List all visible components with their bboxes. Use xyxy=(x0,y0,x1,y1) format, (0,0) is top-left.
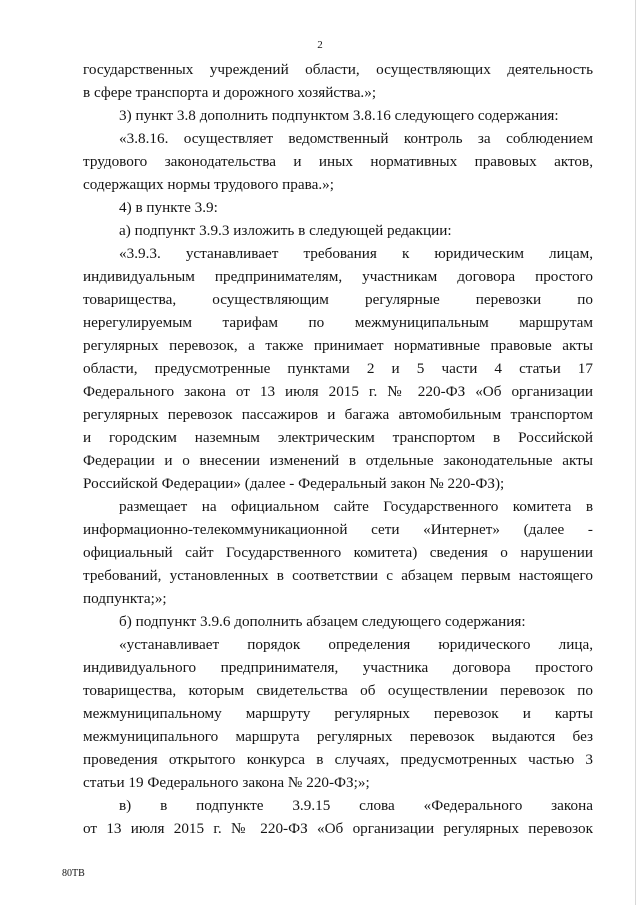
text-line: «устанавливает порядок определения юридического лица, xyxy=(119,636,593,653)
text-line: и городским наземным электрическим транспортом в Российской xyxy=(83,429,593,446)
text-line: информационно-телекоммуникационной сети «Интернет» (далее - xyxy=(83,521,593,538)
text-line: межмуниципального маршрута регулярных перевозок выдаются без xyxy=(83,728,593,745)
text-line: индивидуального предпринимателя, участника договора простого xyxy=(83,659,593,676)
text-line: б) подпункт 3.9.6 дополнить абзацем следующего содержания: xyxy=(119,613,526,630)
text-line: подпункта;»; xyxy=(83,590,167,607)
text-line: требований, установленных в соответствии с абзацем первым настоящего xyxy=(83,567,593,584)
scan-edge-divider xyxy=(635,0,636,905)
text-line: 3) пункт 3.8 дополнить подпунктом 3.8.16 следующего содержания: xyxy=(119,107,559,124)
text-line: межмуниципальному маршруту регулярных перевозок и карты xyxy=(83,705,593,722)
text-line: государственных учреждений области, осуществляющих деятельность xyxy=(83,61,593,78)
text-line: содержащих нормы трудового права.»; xyxy=(83,176,334,193)
text-line: регулярных перевозок пассажиров и багажа автомобильным транспортом xyxy=(83,406,593,423)
text-line: индивидуальным предпринимателям, участникам договора простого xyxy=(83,268,593,285)
text-line: трудового законодательства и иных нормативных правовых актов, xyxy=(83,153,593,170)
text-line: в) в подпункте 3.9.15 слова «Федерального закона xyxy=(119,797,593,814)
text-line: Российской Федерации» (далее - Федеральный закон № 220-ФЗ); xyxy=(83,475,505,492)
text-line: области, предусмотренные пунктами 2 и 5 части 4 статьи 17 xyxy=(83,360,593,377)
text-line: от 13 июля 2015 г. № 220-ФЗ «Об организации регулярных перевозок xyxy=(83,820,593,837)
text-line: товарищества, которым свидетельства об осуществлении перевозок по xyxy=(83,682,593,699)
text-line: «3.8.16. осуществляет ведомственный контроль за соблюдением xyxy=(119,130,593,147)
text-line: статьи 19 Федерального закона № 220-ФЗ;»; xyxy=(83,774,370,791)
text-line: в сфере транспорта и дорожного хозяйства.»; xyxy=(83,84,377,101)
text-line: Федерации и о внесении изменений в отдельные законодательные акты xyxy=(83,452,593,469)
text-line: а) подпункт 3.9.3 изложить в следующей редакции: xyxy=(119,222,452,239)
text-line: нерегулируемым тарифам по межмуниципальным маршрутам xyxy=(83,314,593,331)
text-line: размещает на официальном сайте Государственного комитета в xyxy=(119,498,593,515)
text-line: 4) в пункте 3.9: xyxy=(119,199,218,216)
text-line: «3.9.3. устанавливает требования к юридическим лицам, xyxy=(119,245,593,262)
document-footer-code: 80ТВ xyxy=(62,868,85,879)
page-number: 2 xyxy=(317,39,323,51)
text-line: проведения открытого конкурса в случаях, предусмотренных частью 3 xyxy=(83,751,593,768)
text-line: товарищества, осуществляющим регулярные перевозки по xyxy=(83,291,593,308)
text-line: регулярных перевозок, а также принимает нормативные правовые акты xyxy=(83,337,593,354)
text-line: официальный сайт Государственного комитета) сведения о нарушении xyxy=(83,544,593,561)
text-line: Федерального закона от 13 июля 2015 г. № 220-ФЗ «Об организации xyxy=(83,383,593,400)
